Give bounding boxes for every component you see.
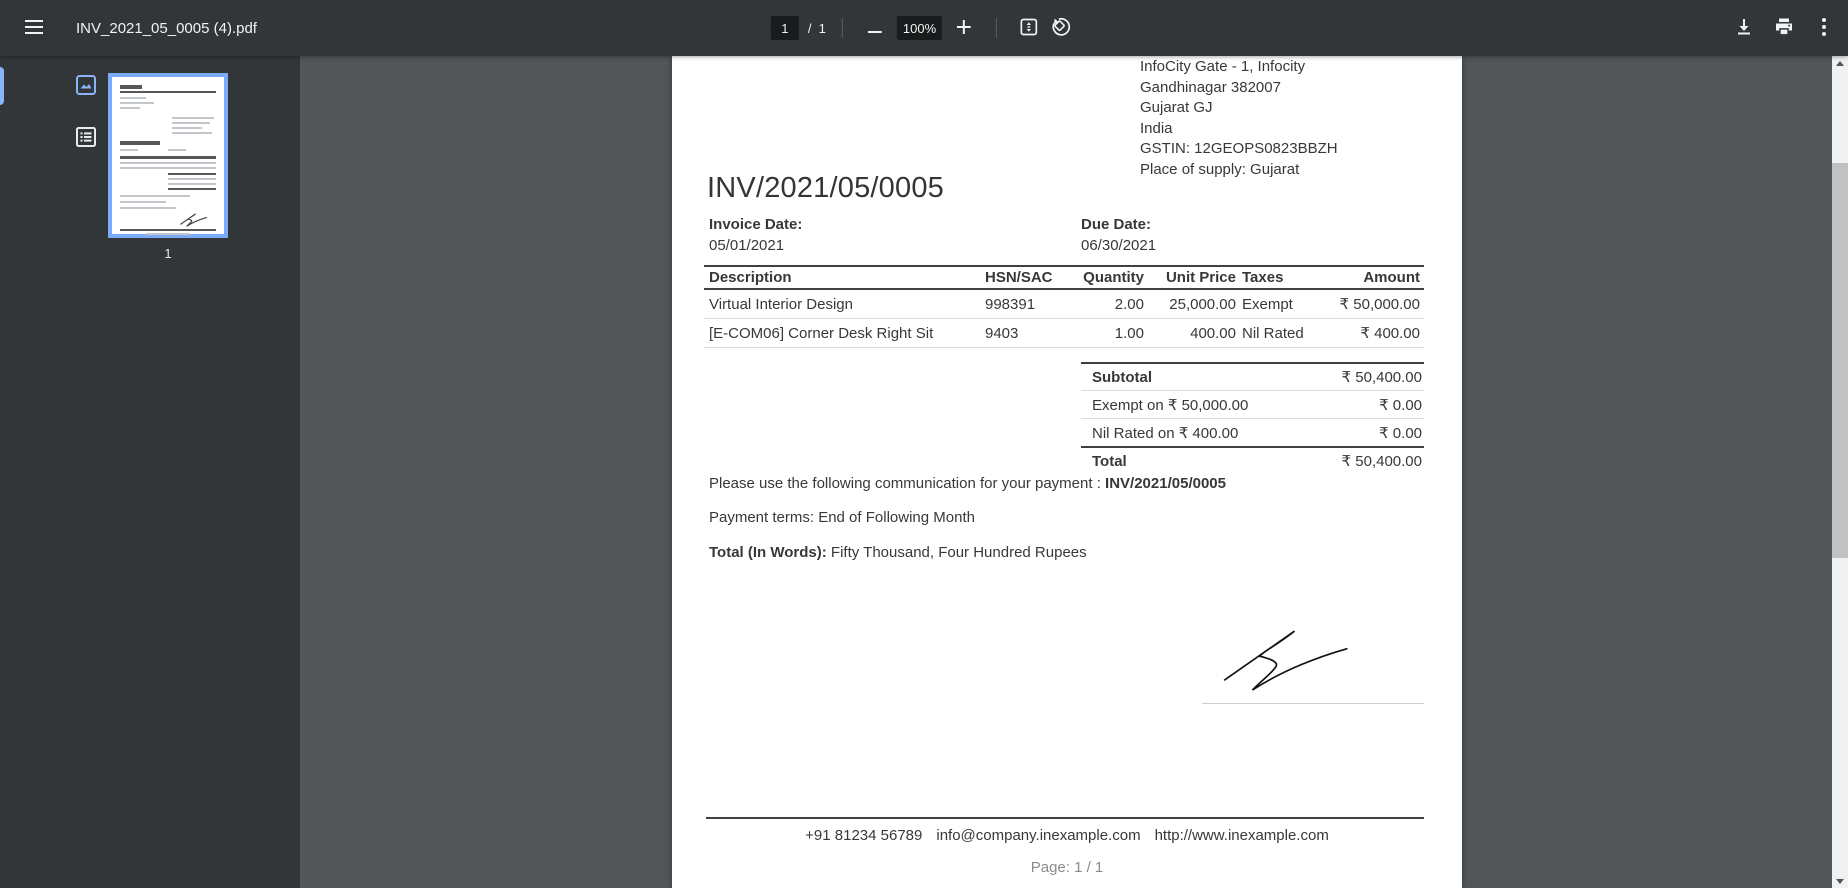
payment-communication-ref: INV/2021/05/0005 (1105, 475, 1226, 492)
document-title: INV_2021_05_0005 (4).pdf (76, 19, 257, 37)
page-thumbnail[interactable] (108, 73, 228, 238)
exempt-value: ₹ 0.00 (1379, 396, 1422, 414)
totals-table (1081, 362, 1424, 474)
subtotal-row (1081, 362, 1424, 390)
due-date-value: 06/30/2021 (1081, 237, 1157, 254)
toolbar-divider (842, 18, 843, 38)
rotate-button[interactable] (1045, 12, 1077, 44)
nil-rated-value: ₹ 0.00 (1379, 424, 1422, 442)
rotate-icon (1051, 17, 1071, 40)
sidebar (0, 56, 300, 888)
toolbar (0, 0, 1848, 56)
exempt-label: Exempt on ₹ 50,000.00 (1092, 396, 1249, 414)
print-button[interactable] (1768, 12, 1800, 44)
hamburger-icon (25, 20, 43, 37)
cell-amount: ₹ 400.00 (1360, 325, 1420, 342)
footer-divider (706, 817, 1424, 819)
address-line: InfoCity Gate - 1, Infocity (1140, 58, 1306, 75)
table-row (704, 319, 1424, 348)
more-options-button[interactable] (1808, 12, 1840, 44)
active-tab-indicator (0, 67, 4, 105)
total-in-words (709, 544, 1087, 561)
cell-unit-price: 400.00 (1190, 324, 1236, 342)
cell-amount: ₹ 50,000.00 (1339, 296, 1420, 313)
footer-email: info@company.inexample.com (936, 827, 1141, 844)
invoice-date-label: Invoice Date: (709, 216, 803, 233)
pdf-page (672, 56, 1462, 888)
footer-phone: +91 81234 56789 (805, 827, 923, 844)
plus-icon (957, 20, 971, 37)
document-outline-icon (75, 126, 97, 151)
line-items-table (704, 265, 1424, 348)
address-line: GSTIN: 12GEOPS0823BBZH (1140, 140, 1338, 157)
exempt-row (1081, 390, 1424, 418)
thumbnail-page-number: 1 (164, 246, 172, 261)
header-unit-price: Unit Price (1165, 269, 1236, 286)
page-footer-text: Page: 1 / 1 (1030, 859, 1104, 876)
header-hsn: HSN/SAC (985, 269, 1053, 286)
subtotal-value: ₹ 50,400.00 (1341, 369, 1422, 386)
page-count-label: / 1 (807, 20, 826, 36)
cell-description: [E-COM06] Corner Desk Right Sit (709, 324, 934, 342)
total-value: ₹ 50,400.00 (1341, 453, 1422, 470)
scroll-up-arrow[interactable] (1832, 56, 1848, 70)
thumbnail-view-icon (75, 74, 97, 99)
cell-quantity: 2.00 (1114, 295, 1144, 313)
vertical-scrollbar[interactable] (1832, 56, 1848, 888)
fit-to-page-button[interactable] (1013, 12, 1045, 44)
total-row (1081, 446, 1424, 474)
cell-hsn: 9403 (985, 324, 1019, 342)
cell-taxes: Nil Rated (1242, 324, 1304, 342)
page-number-input[interactable] (771, 16, 799, 40)
minus-icon (868, 21, 882, 36)
print-icon (1775, 18, 1793, 38)
invoice-number-title: INV/2021/05/0005 (707, 172, 944, 204)
invoice-date-value: 05/01/2021 (709, 237, 785, 254)
toolbar-divider (996, 18, 997, 38)
address-line: Gandhinagar 382007 (1140, 78, 1281, 96)
total-in-words-value: Fifty Thousand, Four Hundred Rupees (826, 544, 1087, 561)
total-label: Total (1092, 452, 1127, 470)
cell-unit-price: 25,000.00 (1169, 295, 1236, 313)
header-taxes: Taxes (1242, 269, 1284, 286)
zoom-out-button[interactable] (859, 12, 891, 44)
address-line: Gujarat GJ (1140, 99, 1213, 116)
payment-terms: Payment terms: End of Following Month (709, 509, 975, 526)
signature-image (1212, 608, 1372, 703)
header-amount: Amount (1363, 269, 1420, 286)
download-icon (1736, 18, 1752, 38)
total-in-words-label: Total (In Words): (709, 544, 827, 561)
nil-rated-label: Nil Rated on ₹ 400.00 (1092, 424, 1239, 442)
kebab-menu-icon (1822, 18, 1826, 39)
zoom-level[interactable]: 100% (897, 16, 942, 40)
header-description: Description (709, 269, 792, 286)
payment-communication-text: Please use the following communication for your payment : (709, 475, 1106, 492)
scrollbar-thumb[interactable] (1832, 163, 1848, 558)
cell-description: Virtual Interior Design (709, 295, 853, 313)
header-quantity: Quantity (1083, 269, 1144, 286)
due-date-label: Due Date: (1081, 216, 1152, 233)
zoom-in-button[interactable] (948, 12, 980, 44)
table-row (704, 290, 1424, 319)
fit-to-page-icon (1020, 18, 1038, 39)
address-line: Place of supply: Gujarat (1140, 160, 1300, 178)
viewer-content (300, 56, 1832, 888)
cell-taxes: Exempt (1242, 295, 1293, 313)
nil-rated-row (1081, 418, 1424, 446)
signature-line (1202, 703, 1424, 704)
address-line: India (1140, 119, 1173, 137)
footer-contacts (672, 827, 1462, 844)
document-outline-button[interactable] (69, 121, 103, 155)
footer-url: http://www.inexample.com (1154, 827, 1329, 844)
company-address (1140, 57, 1338, 180)
payment-communication (709, 475, 1226, 492)
subtotal-label: Subtotal (1092, 368, 1152, 386)
table-header-row (704, 265, 1424, 290)
cell-hsn: 998391 (985, 295, 1036, 313)
menu-button[interactable] (18, 12, 50, 44)
download-button[interactable] (1728, 12, 1760, 44)
scroll-down-arrow[interactable] (1832, 874, 1848, 888)
thumbnail-view-button[interactable] (69, 69, 103, 103)
cell-quantity: 1.00 (1114, 324, 1144, 342)
